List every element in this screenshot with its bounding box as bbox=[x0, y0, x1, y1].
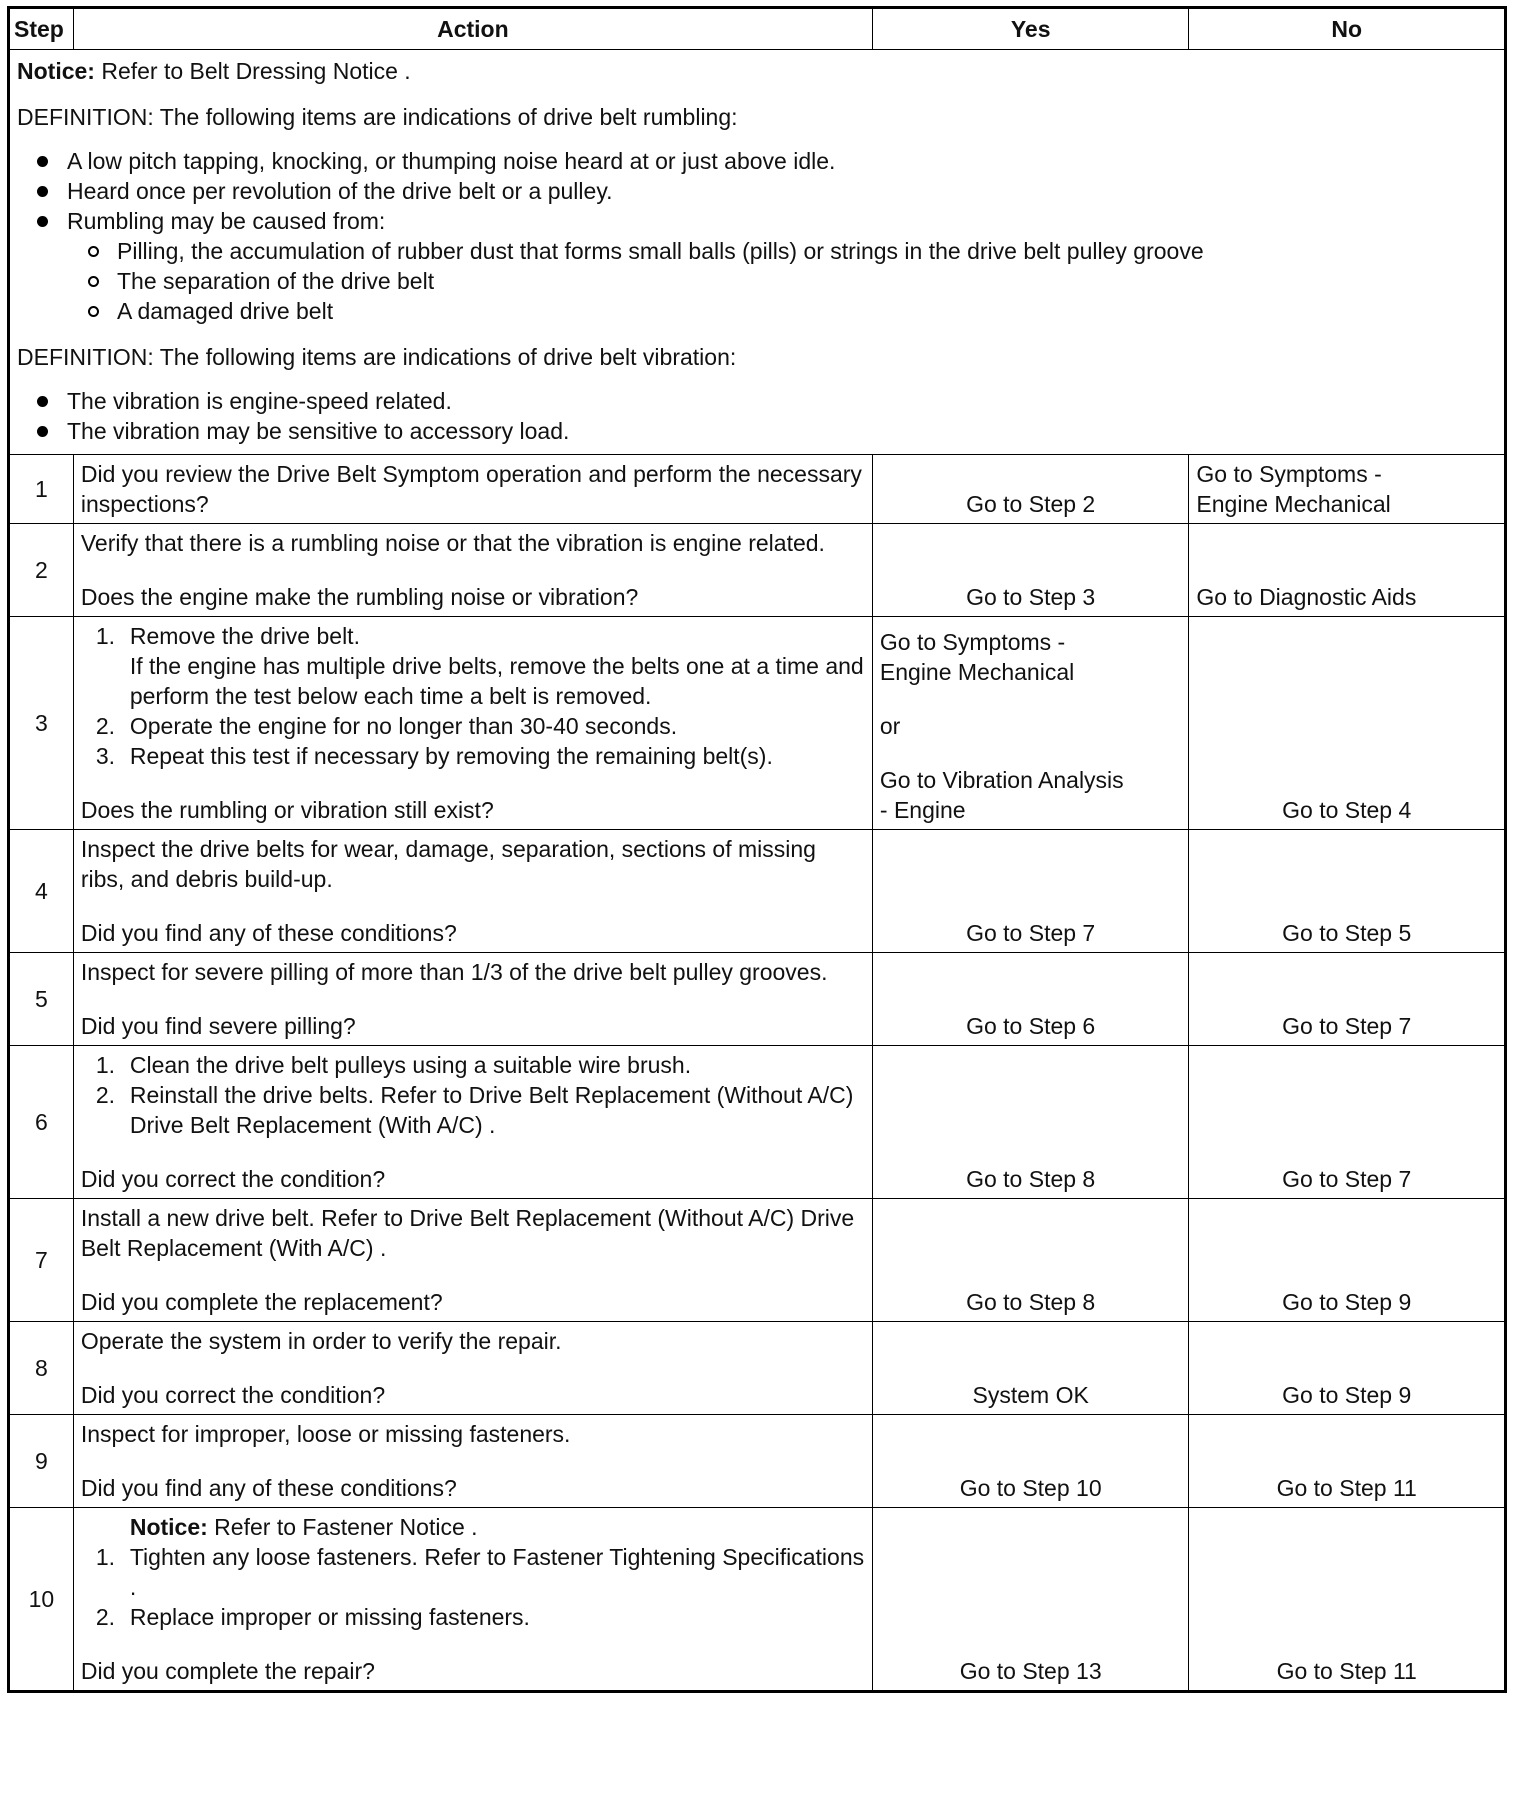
action-text: Verify that there is a rumbling noise or that the vibration is engine related. bbox=[80, 530, 825, 556]
table-row bbox=[9, 455, 1506, 524]
step-number: 5 bbox=[9, 953, 74, 1046]
yes-cell: Go to Step 13 bbox=[872, 1508, 1189, 1692]
fastener-notice bbox=[81, 1512, 865, 1542]
table-row bbox=[9, 524, 1506, 617]
list-item bbox=[81, 1080, 865, 1140]
action-cell bbox=[73, 1508, 872, 1692]
item-text: Remove the drive belt. bbox=[129, 623, 360, 649]
yes-cell: Go to Step 6 bbox=[872, 953, 1189, 1046]
list-item: The vibration may be sensitive to accessory load. bbox=[17, 416, 1497, 446]
action-question: Did you find severe pilling? bbox=[80, 1013, 356, 1039]
yes-cell: Go to Step 7 bbox=[872, 830, 1189, 953]
no-cell: Go to Step 4 bbox=[1189, 617, 1506, 830]
action-cell bbox=[73, 1415, 872, 1508]
action-question: Does the engine make the rumbling noise or vibration? bbox=[80, 584, 639, 610]
yes-line: Engine Mechanical bbox=[879, 659, 1075, 685]
notice-cell bbox=[9, 50, 1506, 455]
action-text: Install a new drive belt. Refer to Drive Belt Replacement (Without A/C) Drive Belt Replacement (With A/C) . bbox=[80, 1205, 855, 1261]
no-cell: Go to Step 9 bbox=[1189, 1322, 1506, 1415]
action-steps bbox=[81, 1050, 865, 1140]
table-row bbox=[9, 617, 1506, 830]
step-number: 8 bbox=[9, 1322, 74, 1415]
item-text: Operate the engine for no longer than 30-40 seconds. bbox=[129, 713, 678, 739]
step-number: 6 bbox=[9, 1046, 74, 1199]
step-number: 7 bbox=[9, 1199, 74, 1322]
table-row bbox=[9, 1199, 1506, 1322]
no-cell: Go to Step 7 bbox=[1189, 1046, 1506, 1199]
action-cell bbox=[73, 953, 872, 1046]
table-row bbox=[9, 1508, 1506, 1692]
yes-cell: System OK bbox=[872, 1322, 1189, 1415]
definition-vibration: DEFINITION: The following items are indications of drive belt vibration: bbox=[17, 344, 737, 370]
notice-label: Notice: bbox=[129, 1514, 208, 1540]
step-number: 1 bbox=[9, 455, 74, 524]
action-question: Did you correct the condition? bbox=[80, 1382, 386, 1408]
item-number: 2. bbox=[95, 1082, 116, 1108]
table-row bbox=[9, 830, 1506, 953]
diagnostic-document bbox=[7, 6, 1507, 1693]
item-text: Reinstall the drive belts. Refer to Drive Belt Replacement (Without A/C) Drive Belt Replacement (With A/C) . bbox=[129, 1082, 854, 1138]
notice-row bbox=[9, 50, 1506, 455]
list-item bbox=[81, 1602, 865, 1632]
action-question: Did you find any of these conditions? bbox=[80, 1475, 457, 1501]
action-text: Inspect for severe pilling of more than 1/3 of the drive belt pulley grooves. bbox=[80, 959, 828, 985]
table-row bbox=[9, 953, 1506, 1046]
action-steps bbox=[81, 1542, 865, 1632]
action-question: Did you complete the replacement? bbox=[80, 1289, 443, 1315]
action-text: Inspect for improper, loose or missing fasteners. bbox=[80, 1421, 571, 1447]
list-item: The vibration is engine-speed related. bbox=[17, 386, 1497, 416]
rumbling-cause-list bbox=[17, 236, 1497, 326]
action-question: Does the rumbling or vibration still exist? bbox=[80, 797, 494, 823]
action-question: Did you complete the repair? bbox=[80, 1658, 375, 1684]
step-number: 4 bbox=[9, 830, 74, 953]
header-step: Step bbox=[9, 8, 74, 50]
yes-or: or bbox=[879, 713, 901, 739]
no-cell: Go to Step 7 bbox=[1189, 953, 1506, 1046]
action-cell bbox=[73, 455, 872, 524]
action-cell bbox=[73, 1046, 872, 1199]
yes-cell: Go to Step 3 bbox=[872, 524, 1189, 617]
no-cell: Go to Step 11 bbox=[1189, 1415, 1506, 1508]
action-cell bbox=[73, 524, 872, 617]
definition-rumbling: DEFINITION: The following items are indications of drive belt rumbling: bbox=[17, 104, 738, 130]
action-text: Operate the system in order to verify the repair. bbox=[80, 1328, 562, 1354]
item-number: 2. bbox=[95, 1604, 116, 1630]
table-row bbox=[9, 1046, 1506, 1199]
yes-cell: Go to Step 8 bbox=[872, 1046, 1189, 1199]
belt-dressing-notice bbox=[17, 56, 1497, 86]
list-item-text: Rumbling may be caused from: bbox=[67, 208, 386, 234]
list-item: Heard once per revolution of the drive belt or a pulley. bbox=[17, 176, 1497, 206]
yes-cell: Go to Step 8 bbox=[872, 1199, 1189, 1322]
step-number: 2 bbox=[9, 524, 74, 617]
table-row bbox=[9, 1415, 1506, 1508]
header-no: No bbox=[1189, 8, 1506, 50]
yes-cell: Go to Step 2 bbox=[872, 455, 1189, 524]
item-number: 2. bbox=[95, 713, 116, 739]
no-cell: Go to Step 9 bbox=[1189, 1199, 1506, 1322]
action-steps bbox=[81, 621, 865, 771]
list-item bbox=[17, 206, 1497, 236]
action-question: Did you correct the condition? bbox=[80, 1166, 386, 1192]
list-item: A damaged drive belt bbox=[17, 296, 1497, 326]
no-cell: Go to Diagnostic Aids bbox=[1189, 524, 1506, 617]
notice-label: Notice: bbox=[17, 58, 95, 84]
item-number: 1. bbox=[95, 623, 116, 649]
vibration-bullet-list bbox=[17, 386, 1497, 446]
list-item: Pilling, the accumulation of rubber dust that forms small balls (pills) or strings in the drive belt pulley groove bbox=[17, 236, 1497, 266]
no-line: Engine Mechanical bbox=[1196, 491, 1391, 517]
list-item bbox=[81, 711, 865, 741]
rumbling-bullet-list bbox=[17, 146, 1497, 236]
no-cell bbox=[1189, 455, 1506, 524]
action-question: Did you find any of these conditions? bbox=[80, 920, 457, 946]
action-text: Inspect the drive belts for wear, damage, separation, sections of missing ribs, and debris build-up. bbox=[80, 836, 816, 892]
yes-line: Go to Vibration Analysis bbox=[879, 767, 1124, 793]
yes-line: Go to Symptoms - bbox=[879, 629, 1066, 655]
item-number: 1. bbox=[95, 1544, 116, 1570]
list-item: The separation of the drive belt bbox=[17, 266, 1497, 296]
list-item bbox=[81, 741, 865, 771]
list-item bbox=[81, 621, 865, 711]
table-header-row bbox=[9, 8, 1506, 50]
item-text: Tighten any loose fasteners. Refer to Fastener Tightening Specifications . bbox=[129, 1544, 865, 1600]
action-question: Did you review the Drive Belt Symptom operation and perform the necessary inspections? bbox=[80, 461, 862, 517]
header-action: Action bbox=[73, 8, 872, 50]
item-number: 3. bbox=[95, 743, 116, 769]
action-cell bbox=[73, 1199, 872, 1322]
header-yes: Yes bbox=[872, 8, 1189, 50]
action-cell bbox=[73, 1322, 872, 1415]
yes-line: - Engine bbox=[879, 797, 966, 823]
list-item bbox=[81, 1542, 865, 1602]
item-text: Repeat this test if necessary by removing the remaining belt(s). bbox=[129, 743, 773, 769]
no-line: Go to Symptoms - bbox=[1196, 461, 1382, 487]
notice-text: Refer to Fastener Notice . bbox=[207, 1514, 478, 1540]
item-text: Clean the drive belt pulleys using a suitable wire brush. bbox=[129, 1052, 692, 1078]
step-number: 9 bbox=[9, 1415, 74, 1508]
diagnostic-table bbox=[7, 6, 1507, 1693]
list-item: A low pitch tapping, knocking, or thumping noise heard at or just above idle. bbox=[17, 146, 1497, 176]
action-cell bbox=[73, 830, 872, 953]
item-text: Replace improper or missing fasteners. bbox=[129, 1604, 530, 1630]
yes-cell: Go to Step 10 bbox=[872, 1415, 1189, 1508]
step-number: 3 bbox=[9, 617, 74, 830]
item-note: If the engine has multiple drive belts, remove the belts one at a time and perform the test below each time a belt is removed. bbox=[129, 653, 864, 709]
no-cell: Go to Step 11 bbox=[1189, 1508, 1506, 1692]
yes-cell bbox=[872, 617, 1189, 830]
no-cell: Go to Step 5 bbox=[1189, 830, 1506, 953]
list-item bbox=[81, 1050, 865, 1080]
notice-text: Refer to Belt Dressing Notice . bbox=[94, 58, 411, 84]
item-number: 1. bbox=[95, 1052, 116, 1078]
step-number: 10 bbox=[9, 1508, 74, 1692]
action-cell bbox=[73, 617, 872, 830]
table-row bbox=[9, 1322, 1506, 1415]
